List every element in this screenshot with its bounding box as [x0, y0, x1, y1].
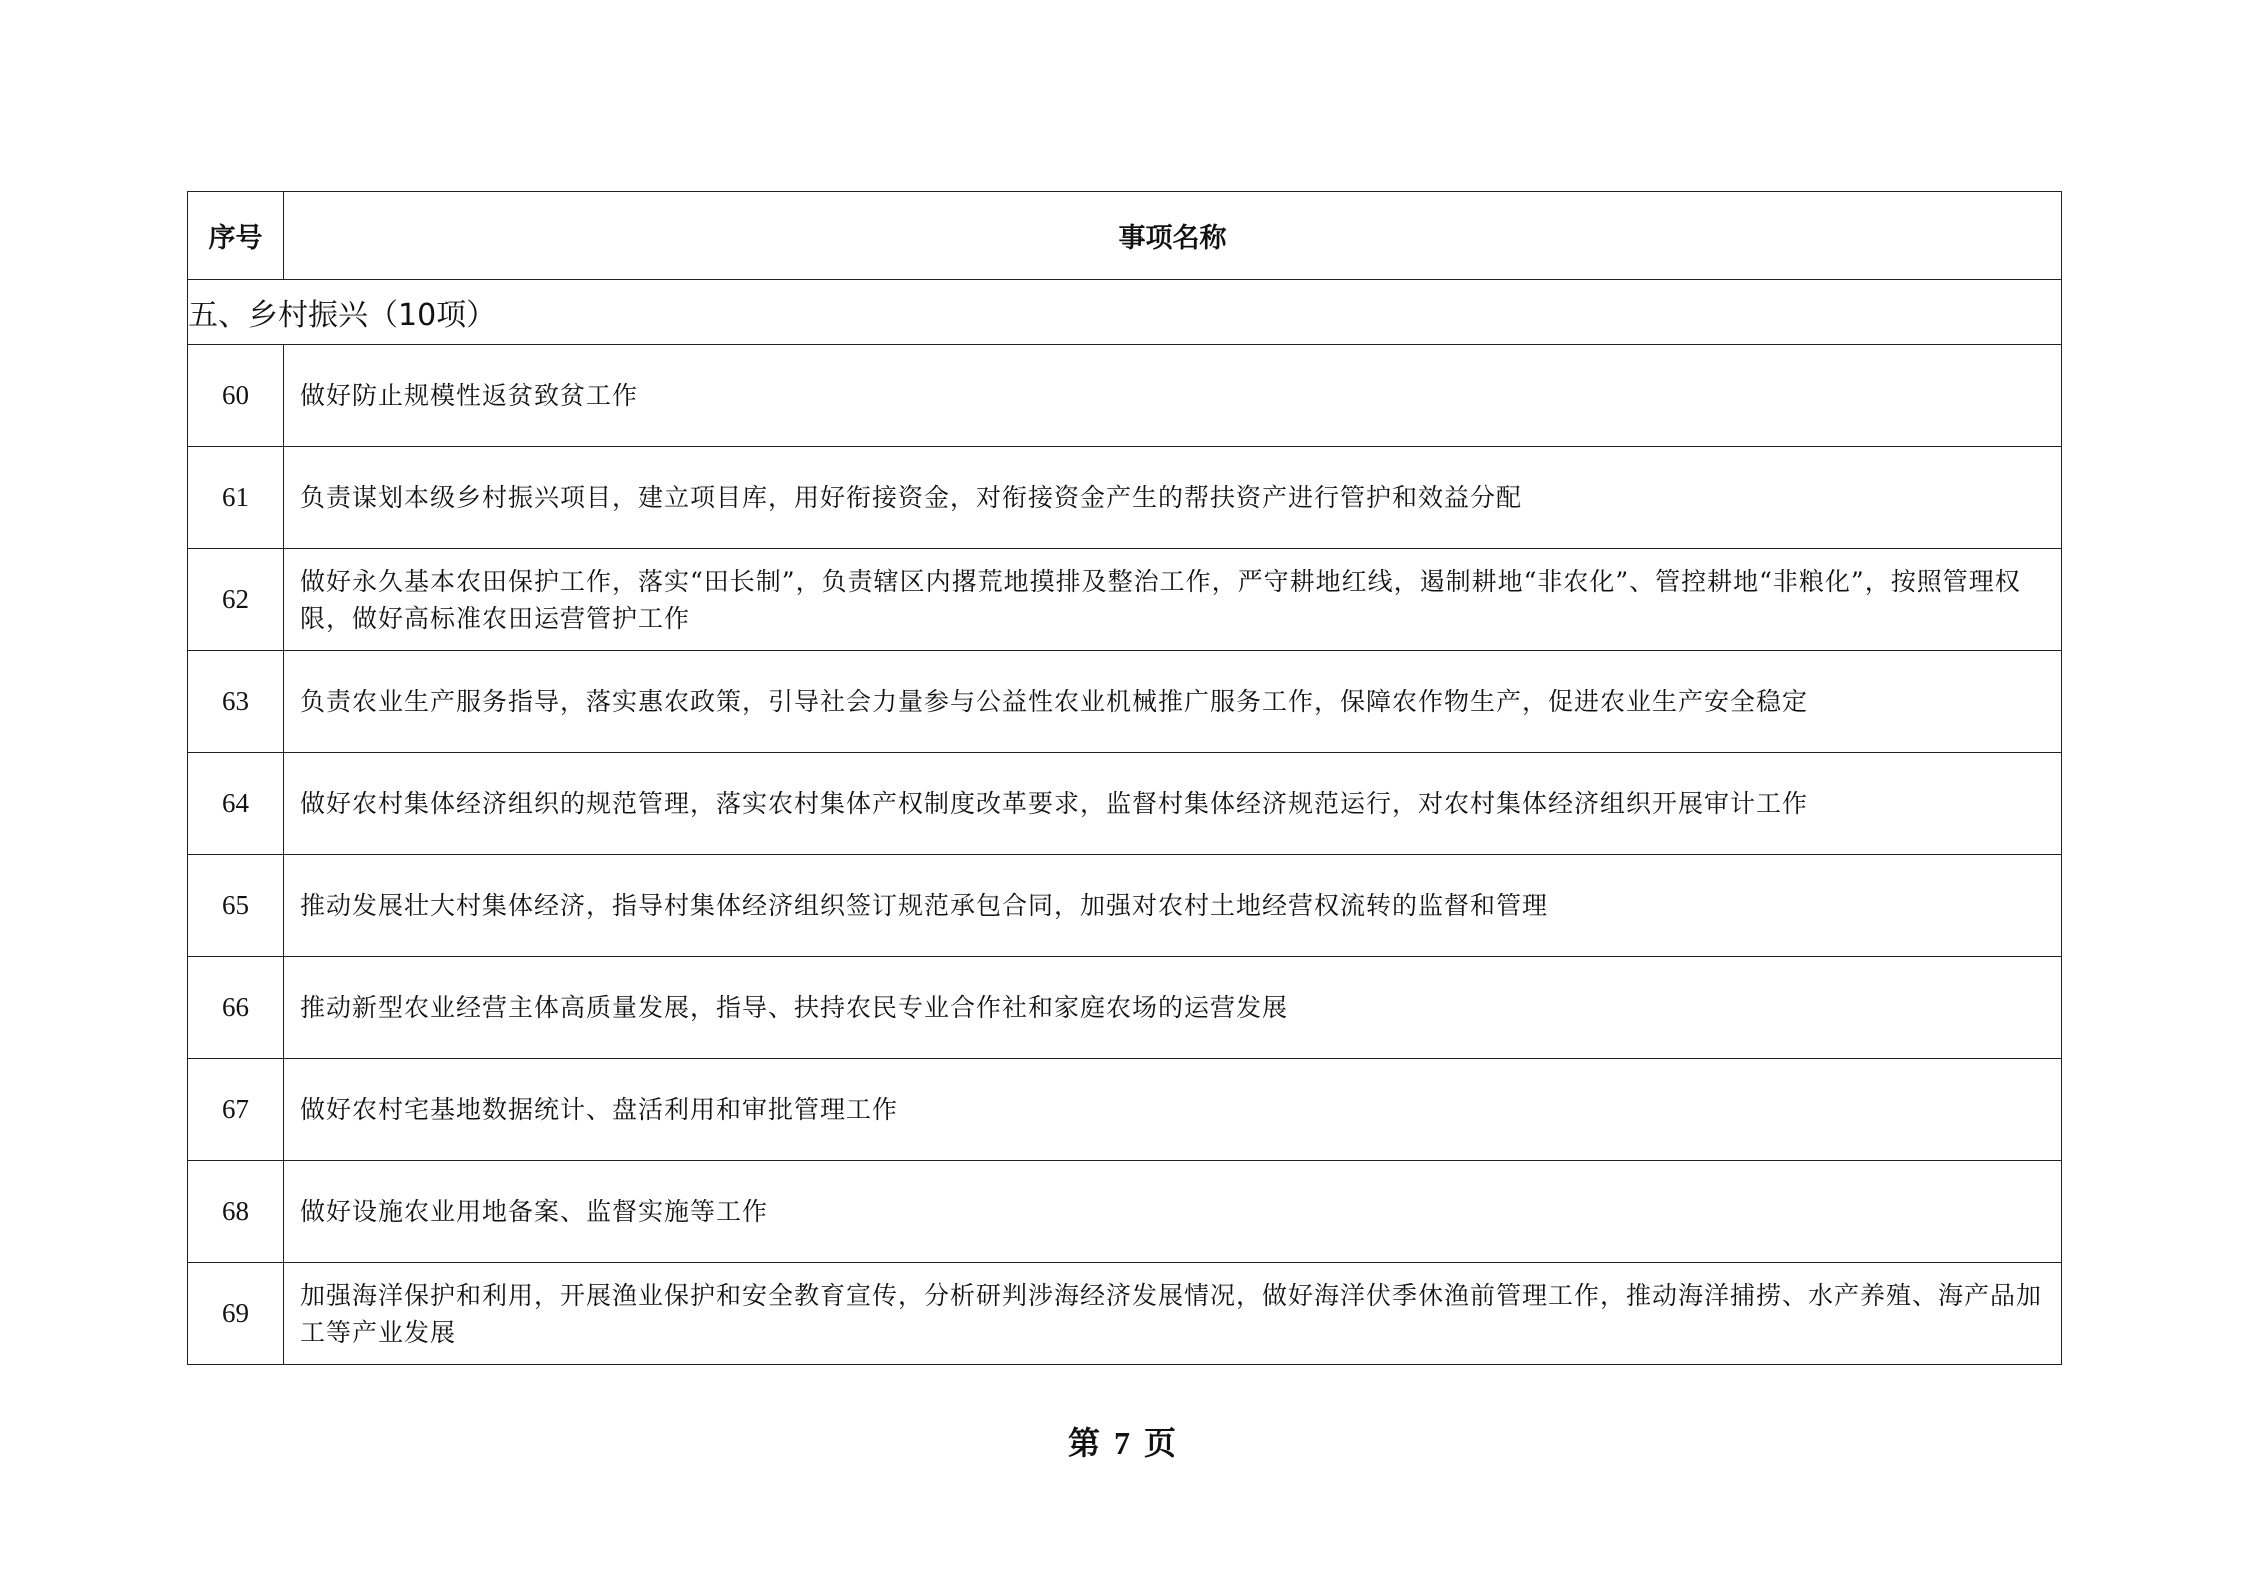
row-number: 62: [188, 549, 284, 651]
row-name: 负责农业生产服务指导，落实惠农政策，引导社会力量参与公益性农业机械推广服务工作，保障农作物生产，促进农业生产安全稳定: [284, 651, 2062, 753]
row-number: 63: [188, 651, 284, 753]
table-row: [188, 855, 2062, 957]
table-row: [188, 651, 2062, 753]
row-name: 推动发展壮大村集体经济，指导村集体经济组织签订规范承包合同，加强对农村土地经营权流转的监督和管理: [284, 855, 2062, 957]
row-number: 60: [188, 345, 284, 447]
row-number: 67: [188, 1059, 284, 1161]
row-name: 负责谋划本级乡村振兴项目，建立项目库，用好衔接资金，对衔接资金产生的帮扶资产进行管护和效益分配: [284, 447, 2062, 549]
row-name: 推动新型农业经营主体高质量发展，指导、扶持农民专业合作社和家庭农场的运营发展: [284, 957, 2062, 1059]
header-number: 序号: [188, 192, 284, 280]
section-row: [188, 280, 2062, 345]
table-row: [188, 549, 2062, 651]
row-name: 做好设施农业用地备案、监督实施等工作: [284, 1161, 2062, 1263]
table-header-row: [188, 192, 2062, 280]
header-name: 事项名称: [284, 192, 2062, 280]
row-number: 68: [188, 1161, 284, 1263]
table-row: [188, 447, 2062, 549]
row-number: 65: [188, 855, 284, 957]
table-row: [188, 957, 2062, 1059]
section-title: 五、乡村振兴（10项）: [188, 280, 2062, 345]
row-name: 做好农村集体经济组织的规范管理，落实农村集体产权制度改革要求，监督村集体经济规范运行，对农村集体经济组织开展审计工作: [284, 753, 2062, 855]
row-number: 66: [188, 957, 284, 1059]
row-number: 64: [188, 753, 284, 855]
table-row: [188, 1059, 2062, 1161]
table-row: [188, 753, 2062, 855]
table-row: [188, 1263, 2062, 1365]
page-number: 第 7 页: [1067, 1425, 1176, 1461]
row-number: 61: [188, 447, 284, 549]
row-name: 做好农村宅基地数据统计、盘活利用和审批管理工作: [284, 1059, 2062, 1161]
items-table: [187, 191, 2062, 1365]
table-row: [188, 345, 2062, 447]
row-name: 做好永久基本农田保护工作，落实“田长制”，负责辖区内撂荒地摸排及整治工作，严守耕地红线，遏制耕地“非农化”、管控耕地“非粮化”，按照管理权限，做好高标准农田运营管护工作: [284, 549, 2062, 651]
table-row: [188, 1161, 2062, 1263]
row-name: 做好防止规模性返贫致贫工作: [284, 345, 2062, 447]
row-number: 69: [188, 1263, 284, 1365]
row-name: 加强海洋保护和利用，开展渔业保护和安全教育宣传，分析研判涉海经济发展情况，做好海洋伏季休渔前管理工作，推动海洋捕捞、水产养殖、海产品加工等产业发展: [284, 1263, 2062, 1365]
